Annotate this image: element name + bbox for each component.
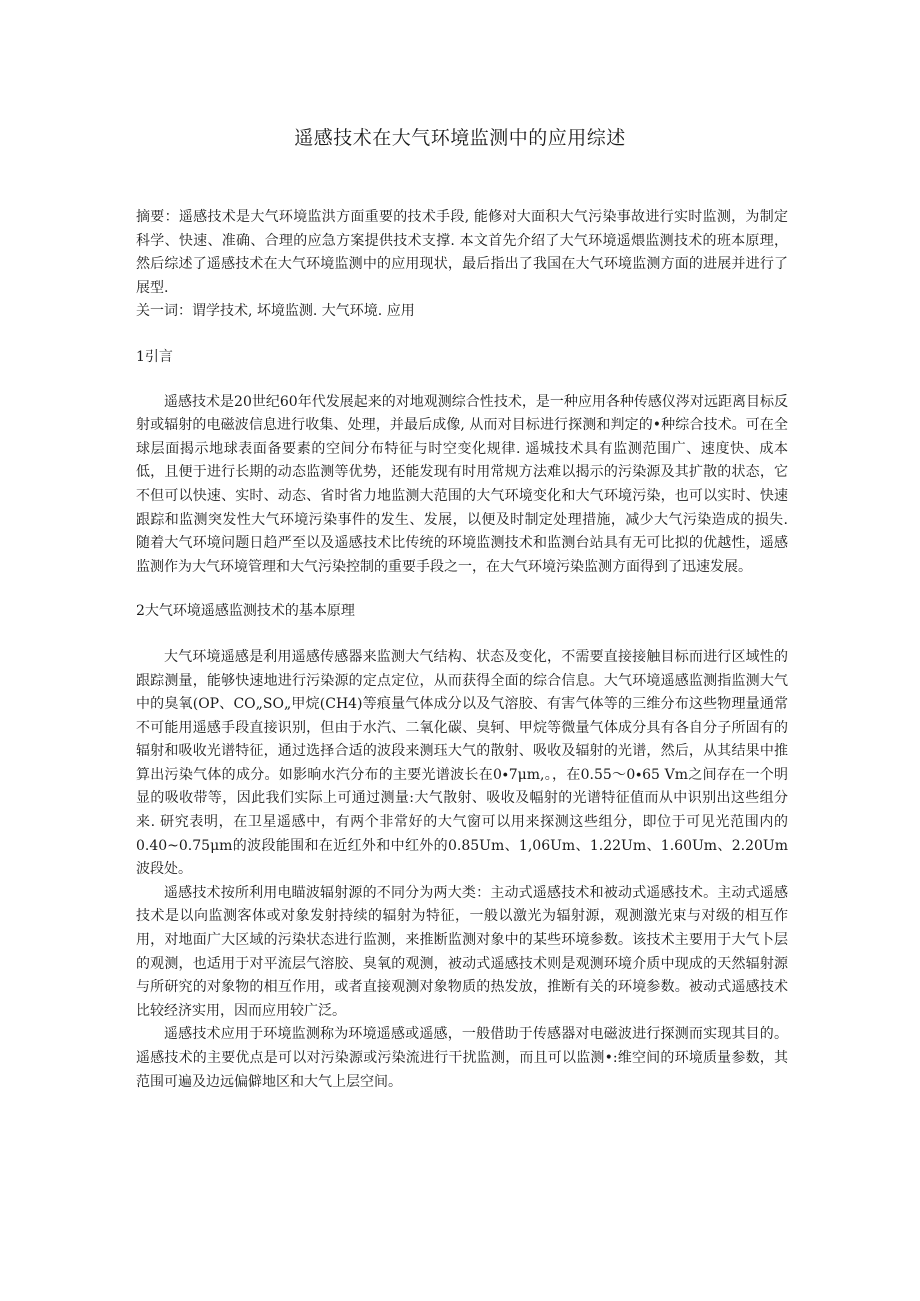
document-body bbox=[136, 206, 788, 1094]
section-2-paragraph-2: 遥感技术按所利用电瞄波辐射源的不同分为两大类：主动式遥感技术和被动式遥感技术。主动式遥感技术是以向监测客体或对象发射持续的辐射为特征，一般以激光为辐射源，观测激光束与对级的相互作用，对地面广大区域的污染状态进行监测，来推断监测对象中的某些环境参数。该技术主要用于大气卜层的观测，也适用于对平流层气溶胶、臭氧的观测，被动式遥感技术则是观测环境介质中现成的天然辐射源与所研究的对象物的相互作用，或者直接观测对象物质的热发放，推断有关的环境参数。被动式遥感技术比较经济实用，因而应用较广泛。 bbox=[136, 884, 788, 1019]
section-1-paragraph: 遥感技术是20世纪60年代发展起来的对地观测综合性技术，是一种应用各种传感仪涔对远距离目标反射或辐射的电磁波信息进行收集、处理，并最后成像, 从而对目标进行探测和判定的•种综合技术。可在全球层面揭示地球表面备要素的空间分布特征与时空变化规律. 遥城技术具有监测范围广、速度快、成本低，且便于进行长期的动态监测等优势，还能发现有时用常规方法难以揭示的污染源及其扩散的状态，它不但可以快速、实时、动态、省时省力地监测大范围的大气环境变化和大气环境污染，也可以实时、快速跟踪和监测突发性大气环境污染事件的发生、发展，以便及时制定处理措施，减少大气污染造成的损失. 随着大气环境问题日趋严至以及遥感技术比传统的环境监测技术和监测台站具有无可比拟的优越性，遥感监测作为大气环境管理和大气污染控制的重要手段之一，在大气环境污染监测方面得到了迅速发展。 bbox=[136, 393, 788, 575]
section-1-heading: 1引言 bbox=[136, 348, 173, 365]
abstract-paragraph: 摘要：遥感技术是大气环境监洪方面重要的技术手段, 能修对大面积大气污染事故进行实时监测，为制定科学、快速、准确、合理的应急方案提供技术支撑. 本文首先介绍了大气环境遥煨监测技术的班本原理，然后综述了遥感技术在大气环境监测中的应用现状，最后指出了我国在大气环境监测方面的进展并进行了展型. bbox=[136, 209, 788, 296]
section-2-paragraph-3: 遥感技术应用于环境监测称为环境遥感或遥感，一般借助于传感器对电磁波进行探测而实现其目的。遥感技术的主要优点是可以对污染源或污染流进行干扰监测，而且可以监测•:维空间的环境质量参数，其范围可遍及边远偏僻地区和大气上层空间。 bbox=[136, 1026, 788, 1090]
section-2-heading: 2大气环境遥感监测技术的基本原理 bbox=[136, 603, 355, 620]
keywords-line: 关一词：谓学技术, 坏境监测. 大气环境. 应用 bbox=[136, 303, 415, 320]
section-2-paragraph-1: 大气环境遥感是利用遥感传感器来监测大气结构、状态及变化，不需要直接接触目标而进行区域性的跟踪测量，能够快速地进行污染源的定点定位，从而获得全面的综合信息。大气环境遥感监测指监测大气中的臭氧(OP、CO„SO„甲烷(CH4)等痕量气体成分以及气溶胶、有害气体等的三维分布这些物理量通常不可能用遥感手段直接识别，但由于水汽、二氧化碳、臭轲、甲烷等微量气体成分具有各自分子所固有的辐射和吸收光谱特征，通过选择合适的波段来测珏大气的散射、吸收及辐射的光谱，然后，从其结果中推算出污染气体的成分。如影晌水汽分布的主要光谱波长在0∙7μm,。，在0.55〜0∙65 Vm之间存在一个明显的吸收带等，因此我们实际上可通过测量:大气散射、吸收及幅射的光谱特征值而从中识别出这些组分来. 研究表明，在卫星遥感中，有两个非常好的大气窗可以用来探测这些组分，即位于可见光范围内的0.40~0.75μm的波段能围和在近红外和中红外的0.85Um、1,06Um、1.22Um、1.60Um、2.20Um波段处。 bbox=[136, 648, 788, 878]
document-title: 遥感技术在大气环境监测中的应用综述 bbox=[294, 127, 626, 149]
